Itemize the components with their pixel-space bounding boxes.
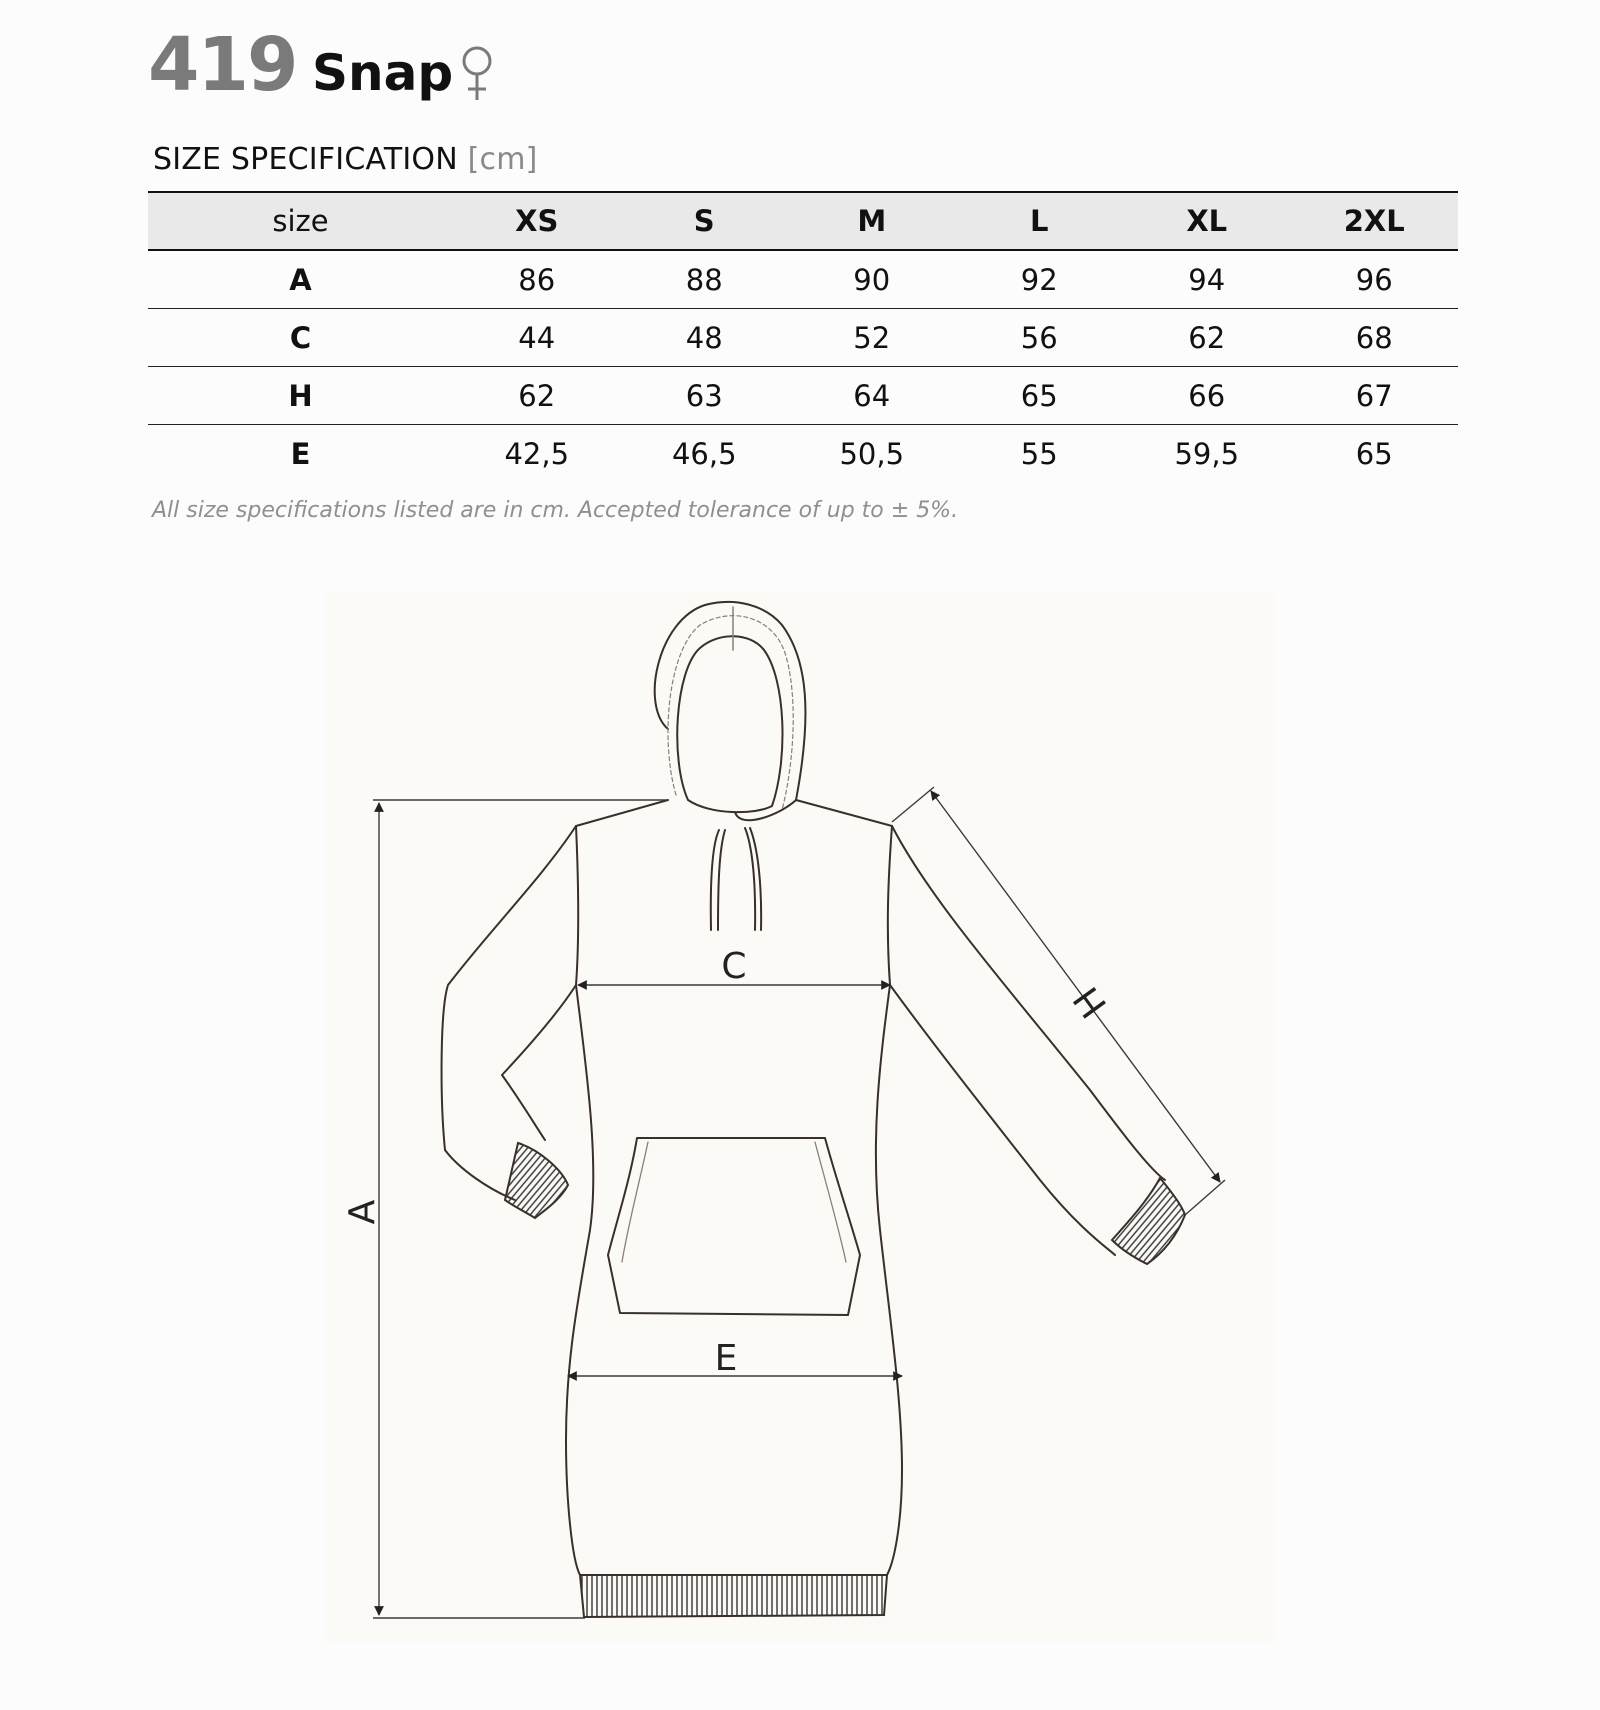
table-row xyxy=(148,367,1458,425)
table-cell: 94 xyxy=(1123,250,1291,309)
table-cell: 52 xyxy=(788,309,956,367)
label-e: E xyxy=(714,1338,738,1379)
table-cell: 64 xyxy=(788,367,956,425)
table-cell: 68 xyxy=(1291,309,1459,367)
label-a: A xyxy=(342,1199,383,1225)
column-header: S xyxy=(621,192,789,250)
table-cell: 65 xyxy=(1355,436,1393,471)
table-row xyxy=(148,309,1458,367)
hoodie-dress-illustration xyxy=(325,592,1275,1642)
table-cell: 50,5 xyxy=(839,436,905,471)
table-row xyxy=(148,425,1458,483)
row-key: E xyxy=(290,436,311,471)
table-cell: 63 xyxy=(621,367,789,425)
column-header: XS xyxy=(453,192,621,250)
table-cell: 65 xyxy=(956,367,1124,425)
table-cell: 67 xyxy=(1291,367,1459,425)
table-cell: 56 xyxy=(956,309,1124,367)
garment-outline xyxy=(442,602,1165,1575)
table-cell: 59,5 xyxy=(1174,436,1240,471)
section-unit: [cm] xyxy=(467,142,538,177)
row-key: C xyxy=(148,309,453,367)
column-header-size: size xyxy=(148,192,453,250)
table-cell: 44 xyxy=(453,309,621,367)
right-cuff xyxy=(1112,1178,1185,1264)
section-title xyxy=(153,140,538,180)
measure-h xyxy=(892,787,1225,1215)
row-key: H xyxy=(148,367,453,425)
column-header: 2XL xyxy=(1291,192,1459,250)
table-cell: 62 xyxy=(1123,309,1291,367)
label-c: C xyxy=(721,946,747,987)
table-cell: 46,5 xyxy=(671,436,737,471)
table-header-row xyxy=(148,192,1458,250)
row-key: A xyxy=(148,250,453,309)
table-row xyxy=(148,250,1458,309)
female-symbol-icon xyxy=(458,44,496,102)
section-title-text: SIZE SPECIFICATION xyxy=(153,142,458,177)
model-name: Snap xyxy=(312,44,454,102)
table-cell: 62 xyxy=(453,367,621,425)
left-cuff xyxy=(505,1143,568,1218)
table-cell: 86 xyxy=(453,250,621,309)
garment-drawing xyxy=(325,592,1275,1642)
label-h: H xyxy=(1066,978,1116,1025)
model-number: 419 xyxy=(148,22,297,108)
table-cell: 96 xyxy=(1291,250,1459,309)
size-table xyxy=(148,191,1458,482)
table-cell: 88 xyxy=(621,250,789,309)
tolerance-footnote: All size specifications listed are in cm. Accepted tolerance of up to ± 5%. xyxy=(152,498,959,523)
table-cell: 48 xyxy=(621,309,789,367)
hem-band xyxy=(580,1575,887,1617)
table-cell: 66 xyxy=(1123,367,1291,425)
column-header: XL xyxy=(1123,192,1291,250)
column-header: M xyxy=(788,192,956,250)
column-header: L xyxy=(956,192,1124,250)
table-cell: 55 xyxy=(1020,436,1058,471)
table-cell: 42,5 xyxy=(504,436,570,471)
table-cell: 92 xyxy=(956,250,1124,309)
table-cell: 90 xyxy=(788,250,956,309)
